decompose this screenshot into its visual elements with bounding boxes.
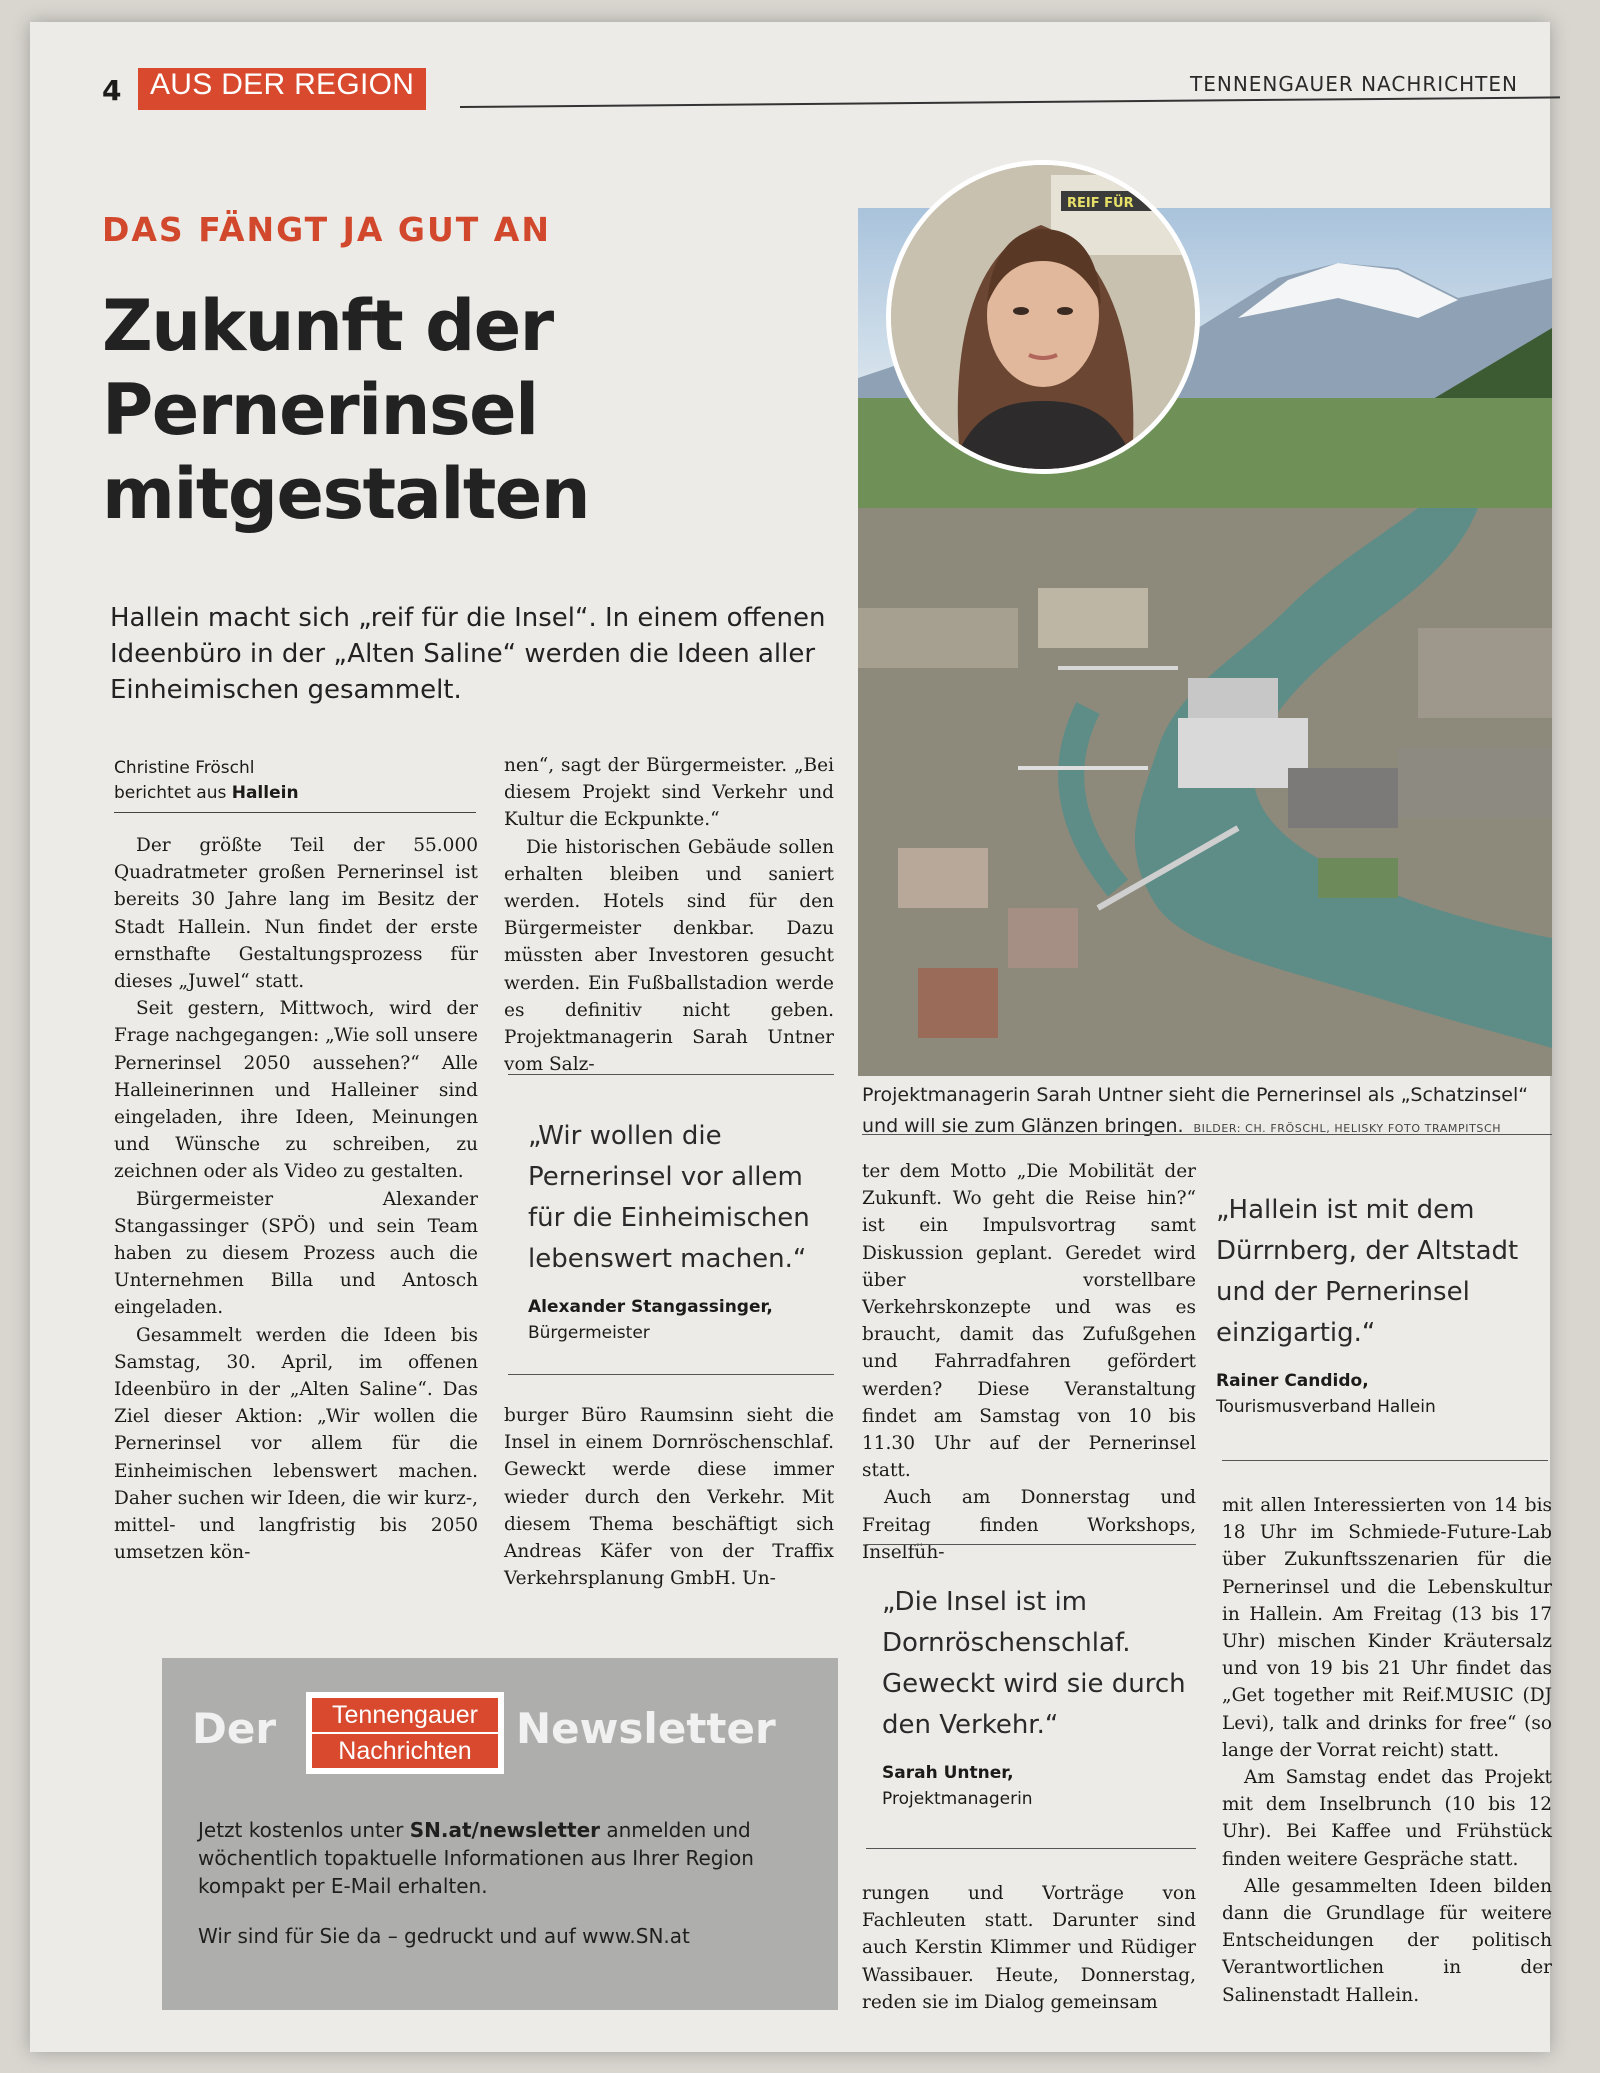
paragraph: burger Büro Raumsinn sieht die Insel in einem Dornröschenschlaf. Geweckt werde diese immer wieder durch den Verkehr. Mit diesem Thema beschäftigt sich Andreas Käfer von der Traffix Verkehrsplanung GmbH. Un-: [504, 1405, 834, 1590]
paragraph: Die historischen Gebäude sollen erhalten bleiben und saniert werden. Hotels sind für den Bürgermeister denkbar. Dazu müssten aber Investoren gesucht werden. Ein Fußballstadion werde es definitiv nicht geben. Projektmanagerin Sarah Untner vom Salz-: [504, 836, 834, 1076]
newsletter-der: Der: [192, 1704, 277, 1753]
page-number: 4: [102, 74, 122, 107]
quote-role: Tourismusverband Hallein: [1216, 1397, 1436, 1417]
quote-role: Bürgermeister: [528, 1323, 650, 1343]
paragraph: Seit gestern, Mittwoch, wird der Frage nachgegangen: „Wie soll unsere Pernerinsel 2050 aussehen?“ Alle Halleinerinnen und Halleiner sind eingeladen, ihre Ideen, Meinungen und Wünsche zu schreiben, zu zeichnen oder als Video zu gestalten.: [114, 998, 478, 1183]
byline-place: Hallein: [231, 783, 299, 803]
paragraph: Alle gesammelten Ideen bilden dann die Grundlage für weitere Entscheidungen der politisch Verantwortlichen in der Salinenstadt Hallein.: [1222, 1875, 1552, 2006]
quote-rule: [508, 1074, 834, 1075]
quote-text: „Die Insel ist im Dornröschenschlaf. Geweckt wird sie durch den Verkehr.“: [882, 1587, 1186, 1740]
pull-quote-untner: [882, 1582, 1192, 1812]
newsletter-word: Newsletter: [516, 1704, 776, 1753]
article-column-1: [114, 832, 478, 1566]
pull-quote-candido: [1216, 1190, 1536, 1420]
paragraph: Auch am Donnerstag und Freitag finden Workshops, Inselfüh-: [862, 1487, 1196, 1563]
logo-line-1: Tennengauer: [312, 1698, 498, 1732]
paragraph: mit allen Interessierten von 14 bis 18 Uhr im Schmiede-Future-Lab über Zukunftsszenarien für die Pernerinsel und die Lebenskultur in Hallein. Am Freitag (13 bis 17 Uhr) mischen Kinder Kräutersalz und von 19 bis 21 Uhr findet das „Get together mit Reif.MUSIC (DJ Levi), talk and drinks for free“ (so lange der Vorrat reicht) statt.: [1222, 1495, 1552, 1761]
quote-text: „Wir wollen die Pernerinsel vor allem für die Einheimischen lebenswert machen.“: [528, 1121, 810, 1274]
paragraph: rungen und Vorträge von Fachleuten statt. Darunter sind auch Kerstin Klimmer und Rüdiger Wassibauer. Heute, Donnerstag, reden sie im Dialog gemeinsam: [862, 1883, 1196, 2013]
pull-quote-stangassinger: [528, 1116, 828, 1346]
headline: Zukunft der Pernerinsel mitgestalten: [102, 285, 590, 535]
lead-paragraph: Hallein macht sich „reif für die Insel“. In einem offenen Ideenbüro in der „Alten Saline“ werden die Ideen aller Einheimischen gesammelt.: [110, 603, 826, 705]
quote-rule: [866, 1544, 1196, 1545]
article-column-4: [1222, 1492, 1552, 2009]
quote-rule: [866, 1848, 1196, 1849]
publication-name: TENNENGAUER NACHRICHTEN: [1190, 72, 1518, 96]
newsletter-ad[interactable]: [162, 1658, 838, 2010]
quote-name: Sarah Untner,: [882, 1763, 1014, 1783]
caption-rule: [862, 1134, 1552, 1135]
quote-rule: [508, 1374, 834, 1375]
paragraph: Am Samstag endet das Projekt mit dem Inselbrunch (10 bis 12 Uhr). Bei Kaffee und Frühstück finden weitere Gespräche statt.: [1222, 1767, 1552, 1870]
newsletter-text-suffix: anmelden und wöchentlich topaktuelle Informationen aus Ihrer Region kompakt per E-Mail erhalten.: [198, 1818, 754, 1898]
newspaper-page: [30, 22, 1550, 2052]
newsletter-footer: Wir sind für Sie da – gedruckt und auf www.SN.at: [198, 1924, 690, 1948]
paragraph: nen“, sagt der Bürgermeister. „Bei diesem Projekt sind Verkehr und Kultur die Eckpunkte.“: [504, 755, 834, 831]
byline-prefix: berichtet aus: [114, 783, 232, 803]
quote-text: „Hallein ist mit dem Dürrnberg, der Altstadt und der Pernerinsel einzigartig.“: [1216, 1195, 1519, 1348]
article-column-3-bottom: [862, 1880, 1196, 2016]
byline-rule: [114, 812, 476, 813]
quote-rule: [1222, 1460, 1548, 1461]
header-rule: [460, 96, 1560, 108]
article-column-2-top: [504, 752, 834, 1078]
paragraph: ter dem Motto „Die Mobilität der Zukunft. Wo geht die Reise hin?“ ist ein Impulsvortrag samt Diskussion geplant. Geredet wird über vorstellbare Verkehrskonzepte und was es braucht, damit das Zufußgehen und Fahrradfahren gefördert werden? Diese Veranstaltung findet am Samstag von 10 bis 11.30 Uhr auf der Pernerinsel statt.: [862, 1161, 1196, 1482]
photo-credit: BILDER: CH. FRÖSCHL, HELISKY FOTO TRAMPITSCH: [1193, 1122, 1502, 1135]
quote-role: Projektmanagerin: [882, 1789, 1033, 1809]
paragraph: Bürgermeister Alexander Stangassinger (SPÖ) und sein Team haben zu diesem Prozess auch die Unternehmen Billa und Antosch eingeladen.: [114, 1188, 478, 1319]
kicker: DAS FÄNGT JA GUT AN: [102, 210, 551, 249]
paragraph: Der größte Teil der 55.000 Quadratmeter großen Pernerinsel ist bereits 30 Jahre lang im Besitz der Stadt Hallein. Nun findet der erste ernsthafte Gestaltungsprozess für dieses „Juwel“ statt.: [114, 835, 478, 993]
article-column-3-top: [862, 1158, 1196, 1566]
newsletter-text: [198, 1816, 798, 1900]
byline: [114, 756, 474, 806]
quote-name: Alexander Stangassinger,: [528, 1297, 773, 1317]
poster-text: REIF FÜR: [1067, 196, 1134, 211]
portrait-sarah-untner: [886, 160, 1200, 474]
section-label: AUS DER REGION: [138, 68, 426, 110]
quote-name: Rainer Candido,: [1216, 1371, 1369, 1391]
paragraph: Gesammelt werden die Ideen bis Samstag, 30. April, im offenen Ideenbüro in der „Alten Saline“. Das Ziel dieser Aktion: „Wir wollen die Pernerinsel vor allem für die Einheimischen lebenswert machen. Daher suchen wir Ideen, die wir kurz-, mittel- und langfristig bis 2050 umsetzen kön-: [114, 1324, 478, 1564]
caption-text: Projektmanagerin Sarah Untner sieht die Pernerinsel als „Schatzinsel“ und will sie zum Glänzen bringen.: [862, 1084, 1529, 1137]
portrait-illustration: [891, 165, 1195, 469]
article-column-2-bottom: [504, 1402, 834, 1592]
byline-author: Christine Fröschl: [114, 758, 255, 778]
newsletter-logo: [306, 1692, 504, 1774]
newsletter-text-prefix: Jetzt kostenlos unter: [198, 1818, 410, 1842]
byline-location: [114, 781, 474, 806]
newsletter-link[interactable]: SN.at/newsletter: [409, 1818, 601, 1842]
logo-line-2: Nachrichten: [312, 1734, 498, 1768]
